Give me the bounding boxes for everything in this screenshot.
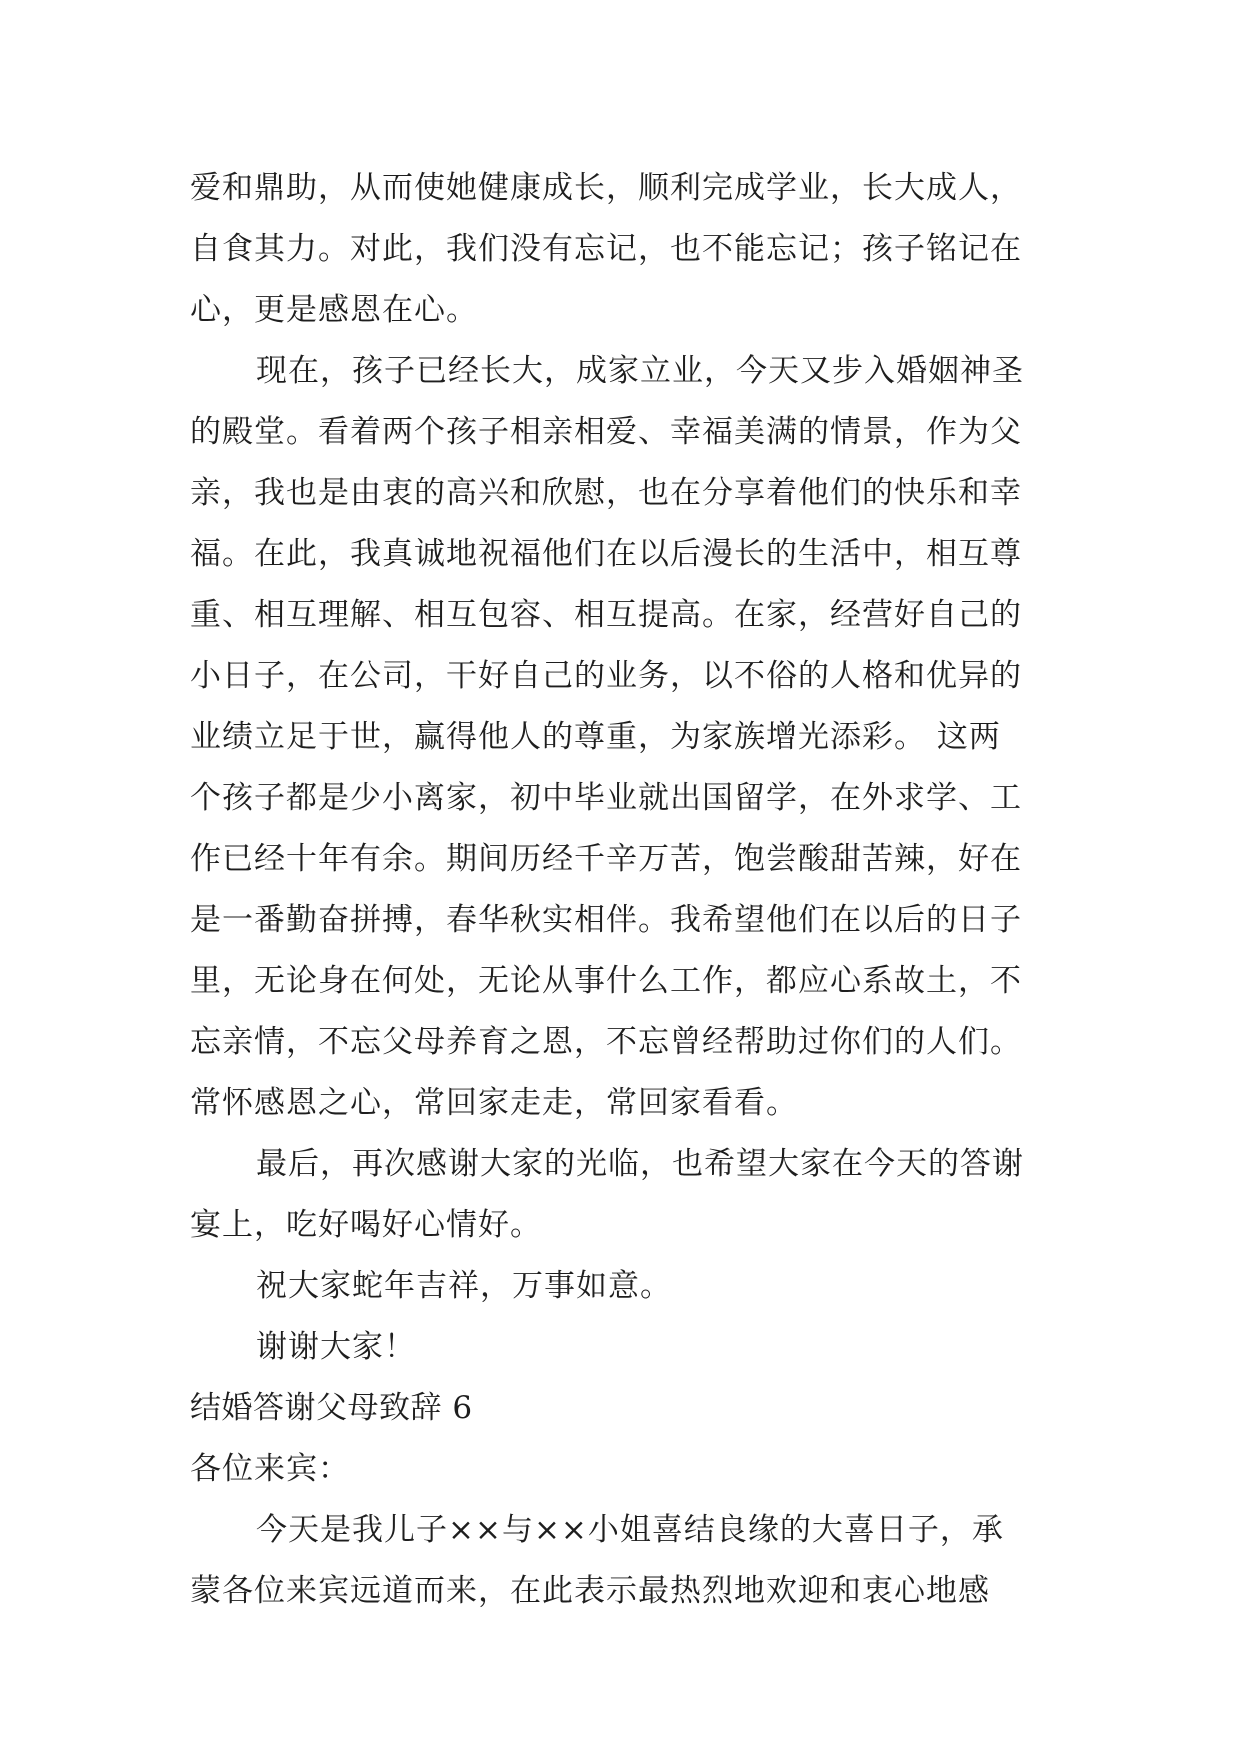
paragraph-first-line: 最后，再次感谢大家的光临，也希望大家在今天的答谢 bbox=[256, 1146, 1024, 1182]
text-line: 个孩子都是少小离家，初中毕业就出国留学，在外求学、工 bbox=[190, 780, 1022, 816]
text-line: 心，更是感恩在心。 bbox=[190, 292, 478, 328]
text-line: 是一番勤奋拼搏，春华秋实相伴。我希望他们在以后的日子 bbox=[190, 902, 1022, 938]
salutation: 各位来宾： bbox=[190, 1451, 350, 1487]
text-line: 的殿堂。看着两个孩子相亲相爱、幸福美满的情景，作为父 bbox=[190, 414, 1022, 450]
text-line: 忘亲情，不忘父母养育之恩，不忘曾经帮助过你们的人们。 bbox=[190, 1024, 1022, 1060]
text-line: 宴上，吃好喝好心情好。 bbox=[190, 1207, 542, 1243]
paragraph-first-line: 今天是我儿子××与××小姐喜结良缘的大喜日子，承 bbox=[256, 1512, 1004, 1548]
paragraph-first-line: 现在，孩子已经长大，成家立业，今天又步入婚姻神圣 bbox=[256, 353, 1024, 389]
text-line: 蒙各位来宾远道而来，在此表示最热烈地欢迎和衷心地感 bbox=[190, 1573, 990, 1609]
paragraph-first-line: 谢谢大家！ bbox=[256, 1329, 416, 1365]
text-line: 业绩立足于世，赢得他人的尊重，为家族增光添彩。 这两 bbox=[190, 719, 1001, 755]
text-line: 小日子，在公司，干好自己的业务，以不俗的人格和优异的 bbox=[190, 658, 1022, 694]
text-line: 常怀感恩之心，常回家走走，常回家看看。 bbox=[190, 1085, 798, 1121]
text-line: 爱和鼎助，从而使她健康成长，顺利完成学业，长大成人， bbox=[190, 170, 1022, 206]
text-line: 亲，我也是由衷的高兴和欣慰，也在分享着他们的快乐和幸 bbox=[190, 475, 1022, 511]
text-line: 里，无论身在何处，无论从事什么工作，都应心系故土，不 bbox=[190, 963, 1022, 999]
document-body bbox=[190, 158, 1070, 1622]
text-line: 自食其力。对此，我们没有忘记，也不能忘记；孩子铭记在 bbox=[190, 231, 1022, 267]
paragraph-first-line: 祝大家蛇年吉祥，万事如意。 bbox=[256, 1268, 672, 1304]
text-line: 福。在此，我真诚地祝福他们在以后漫长的生活中，相互尊 bbox=[190, 536, 1022, 572]
text-line: 作已经十年有余。期间历经千辛万苦，饱尝酸甜苦辣，好在 bbox=[190, 841, 1022, 877]
section-heading: 结婚答谢父母致辞 6 bbox=[190, 1390, 473, 1426]
text-line: 重、相互理解、相互包容、相互提高。在家，经营好自己的 bbox=[190, 597, 1022, 633]
